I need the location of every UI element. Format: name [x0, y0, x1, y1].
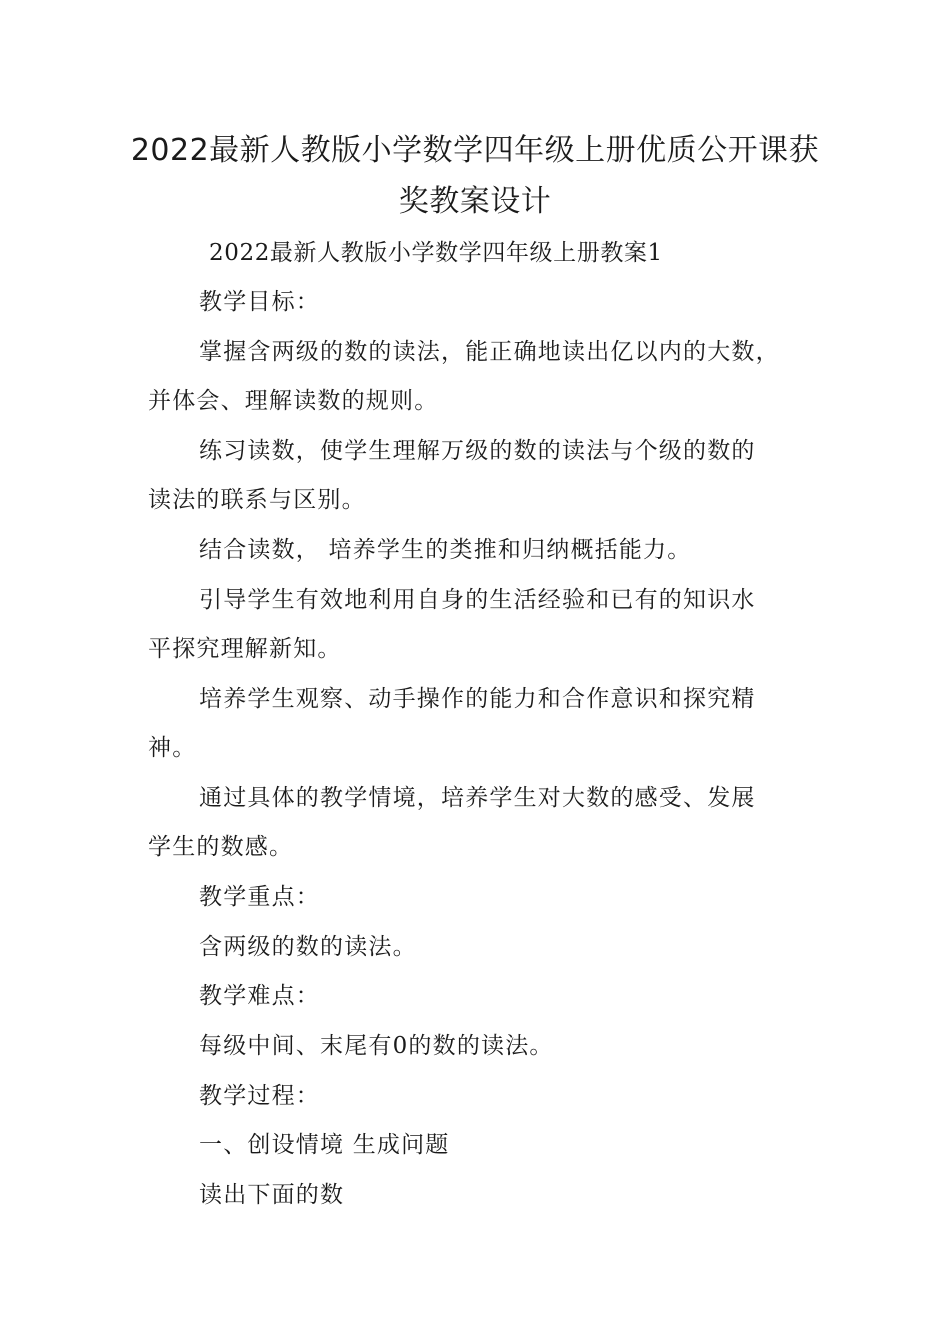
- paragraph-line: 读出下面的数: [199, 1182, 345, 1208]
- paragraph-line: 掌握含两级的数的读法，能正确地读出亿以内的大数，: [199, 339, 780, 365]
- paragraph-line: 学生的数感。: [148, 834, 294, 860]
- paragraph-line: 引导学生有效地利用自身的生活经验和已有的知识水: [199, 587, 756, 613]
- document-title-line-2: 奖教案设计: [398, 184, 552, 219]
- heading-teaching-goals: 教学目标：: [199, 289, 320, 315]
- paragraph-line: 并体会、理解读数的规则。: [148, 388, 439, 414]
- section-heading: 一、创设情境 生成问题: [199, 1132, 450, 1158]
- document-subtitle: 2022最新人教版小学数学四年级上册教案1: [209, 240, 663, 266]
- paragraph-line: 平探究理解新知。: [148, 636, 342, 662]
- heading-difficult-points: 教学难点：: [199, 983, 320, 1009]
- heading-key-points: 教学重点：: [199, 884, 320, 910]
- paragraph-line: 结合读数， 培养学生的类推和归纳概括能力。: [199, 537, 692, 563]
- heading-teaching-process: 教学过程：: [199, 1083, 320, 1109]
- paragraph-line: 含两级的数的读法。: [199, 934, 417, 960]
- paragraph-line: 通过具体的教学情境，培养学生对大数的感受、发展: [199, 785, 756, 811]
- paragraph-line: 读法的联系与区别。: [148, 487, 366, 513]
- paragraph-line: 神。: [148, 735, 197, 761]
- paragraph-line: 培养学生观察、动手操作的能力和合作意识和探究精: [199, 686, 756, 712]
- paragraph-line: 练习读数，使学生理解万级的数的读法与个级的数的: [199, 438, 756, 464]
- document-title-line-1: 2022最新人教版小学数学四年级上册优质公开课获: [130, 133, 820, 168]
- paragraph-line: 每级中间、末尾有0的数的读法。: [199, 1033, 554, 1059]
